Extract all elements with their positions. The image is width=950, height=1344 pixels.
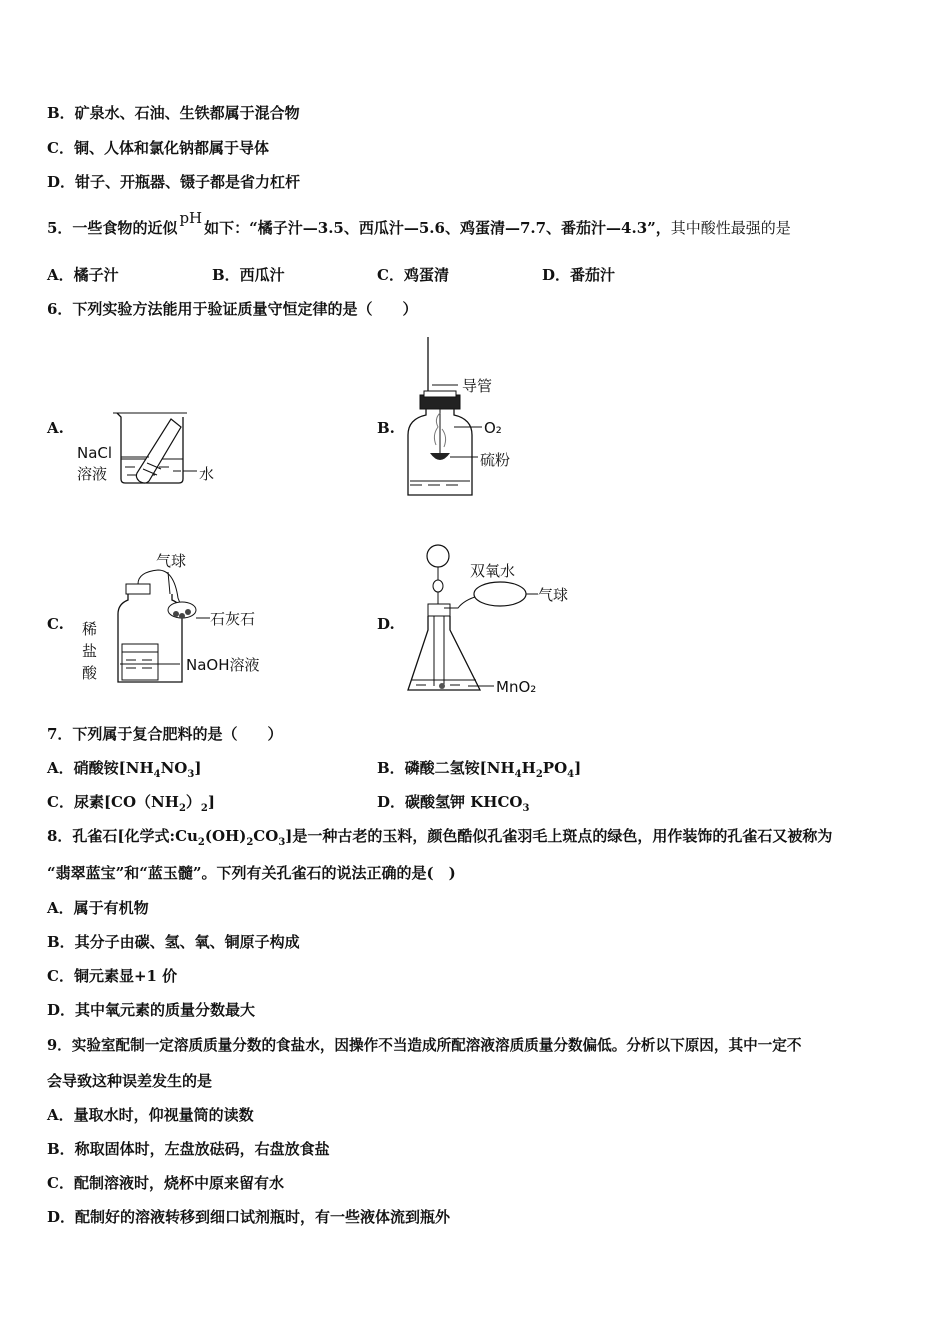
figure-a-beaker — [75, 405, 225, 490]
figure-b-bottle — [398, 335, 548, 503]
q4-option-b: B．矿泉水、石油、生铁都属于混合物 — [47, 104, 300, 122]
q8-option-c: C．铜元素显+1 价 — [47, 967, 178, 985]
figure-b-o2-label: O₂ — [484, 419, 502, 437]
figure-d-mno2-label: MnO₂ — [496, 678, 537, 696]
figure-c-acid-label-2: 盐 — [82, 642, 98, 660]
figure-c-balloon-label: 气球 — [156, 552, 187, 570]
q8-stem-line2: “翡翠蓝宝”和“蓝玉髓”。下列有关孔雀石的说法正确的是( ) — [47, 864, 456, 882]
figure-d-flask — [398, 540, 588, 700]
q6-label-b: B. — [377, 419, 395, 437]
q7-option-b: B．磷酸二氢铵$[NH_4H_2PO_4]$ — [377, 759, 582, 780]
q5-option-b: B．西瓜汁 — [212, 266, 285, 284]
q4-option-c: C．铜、人体和氯化钠都属于导体 — [47, 139, 269, 157]
q7-option-a: A．硝酸铵$[NH_4NO_3]$ — [47, 759, 202, 780]
figure-b-tube-label: 导管 — [462, 377, 493, 395]
q5-option-c: C．鸡蛋清 — [377, 266, 449, 284]
figure-a-nacl-label: NaCl — [77, 444, 113, 462]
figure-d-h2o2-label: 双氧水 — [470, 562, 516, 580]
q7-option-d: D．碳酸氢钾 $KHCO_3$ — [377, 793, 530, 814]
figure-c-bottle-balloon — [78, 548, 278, 688]
figure-a-water-label: 水 — [199, 465, 215, 483]
q5-stem: 5．一些食物的近似pH如下：“橘子汁—3.5、西瓜汁—5.6、鸡蛋清—7.7、番茄汁—4.3”，其中酸性最强的是 — [47, 209, 791, 237]
figure-c-acid-label-1: 稀 — [82, 620, 98, 638]
q9-option-b: B．称取固体时，左盘放砝码，右盘放食盐 — [47, 1140, 330, 1158]
q7-stem: 7．下列属于复合肥料的是（ ） — [47, 725, 283, 743]
q9-option-d: D．配制好的溶液转移到细口试剂瓶时，有一些液体流到瓶外 — [47, 1208, 451, 1226]
q9-stem-line2: 会导致这种误差发生的是 — [47, 1072, 213, 1090]
q5-option-d: D．番茄汁 — [542, 266, 616, 284]
q7-option-c: C．尿素$[CO(NH_2)_2]$ — [47, 793, 215, 814]
figure-b-sulfur-label: 硫粉 — [480, 451, 511, 469]
q6-label-d: D. — [377, 615, 395, 633]
q8-stem-line1: 8．孔雀石[化学式$:Cu_2(OH)_2CO_3$]是一种古老的玉料，颜色酷似孔雀羽毛上斑点的绿色，用作装饰的孔雀石又被称为 — [47, 827, 833, 848]
q8-option-d: D．其中氧元素的质量分数最大 — [47, 1001, 256, 1019]
q9-stem-line1: 9．实验室配制一定溶质质量分数的食盐水，因操作不当造成所配溶液溶质质量分数偏低。分析以下原因，其中一定不 — [47, 1037, 802, 1054]
q4-option-d: D．钳子、开瓶器、镊子都是省力杠杆 — [47, 173, 301, 191]
ph-symbol: pH — [179, 209, 203, 227]
figure-a-solution-label: 溶液 — [77, 465, 108, 483]
q8-option-a: A．属于有机物 — [47, 899, 149, 917]
q6-stem: 6．下列实验方法能用于验证质量守恒定律的是（ ） — [47, 300, 418, 318]
q5-option-a: A．橘子汁 — [47, 266, 119, 284]
figure-d-balloon-label: 气球 — [538, 586, 569, 604]
figure-c-limestone-label: 石灰石 — [210, 610, 256, 628]
figure-c-naoh-label: NaOH溶液 — [186, 656, 260, 674]
q9-option-c: C．配制溶液时，烧杯中原来留有水 — [47, 1174, 284, 1192]
q6-label-c: C. — [47, 615, 64, 633]
q9-option-a: A．量取水时，仰视量筒的读数 — [47, 1106, 254, 1124]
q8-option-b: B．其分子由碳、氢、氧、铜原子构成 — [47, 933, 300, 951]
figure-c-acid-label-3: 酸 — [82, 664, 98, 682]
q6-label-a: A. — [47, 419, 64, 437]
